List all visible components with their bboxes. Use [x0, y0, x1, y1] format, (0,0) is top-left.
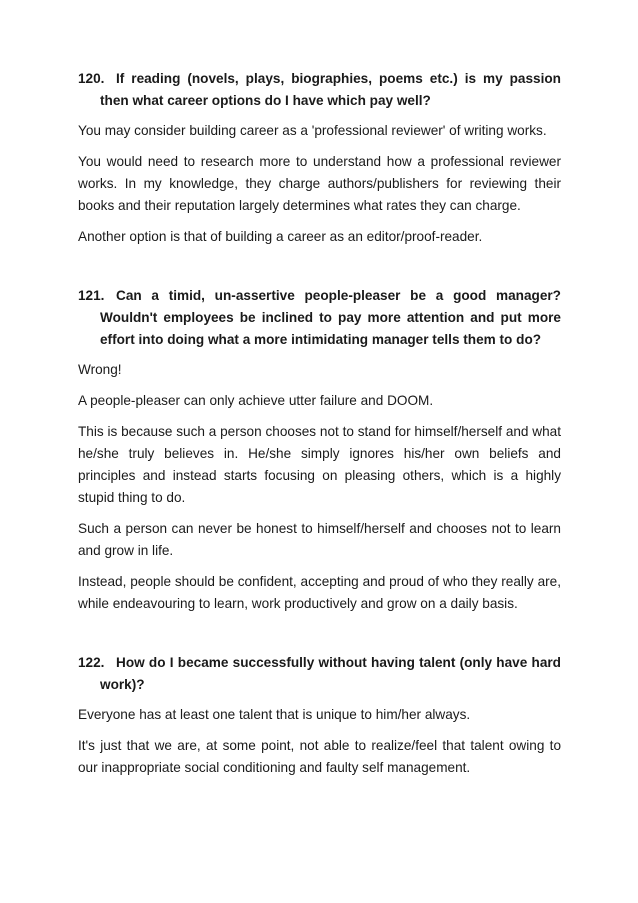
answer-paragraph: You would need to research more to understand how a professional reviewer works. In my knowledge, they charge authors/publishers for reviewing their books and their reputation largely determines what rates they can charge.: [78, 154, 561, 213]
question-number: 122.: [78, 655, 105, 670]
answer-paragraph: You may consider building career as a 'professional reviewer' of writing works.: [78, 123, 547, 138]
qa-section-122: [78, 652, 561, 779]
answer-paragraph: Another option is that of building a career as an editor/proof-reader.: [78, 229, 483, 244]
question-heading: [78, 68, 561, 112]
answer-paragraph: Everyone has at least one talent that is unique to him/her always.: [78, 707, 471, 722]
answer-paragraph: Wrong!: [78, 362, 122, 377]
answer-paragraph: Such a person can never be honest to himself/herself and chooses not to learn and grow in life.: [78, 521, 561, 558]
answer-paragraph: This is because such a person chooses not to stand for himself/herself and what he/she truly believes in. He/she simply ignores his/her own beliefs and principles and instead starts focusing on pleasing others, which is a highly stupid thing to do.: [78, 424, 561, 505]
question-number: 121.: [78, 288, 105, 303]
qa-section-120: [78, 68, 561, 248]
question-text: If reading (novels, plays, biographies, poems etc.) is my passion then what career options do I have which pay well?: [100, 71, 561, 108]
document-page: [78, 68, 561, 816]
answer-paragraph: It's just that we are, at some point, not able to realize/feel that talent owing to our inappropriate social conditioning and faulty self management.: [78, 738, 561, 775]
question-heading: [78, 652, 561, 696]
question-text: Can a timid, un-assertive people-pleaser be a good manager? Wouldn't employees be inclined to pay more attention and put more effort into doing what a more intimidating manager tells them to do?: [100, 288, 561, 347]
answer-paragraph: A people-pleaser can only achieve utter failure and DOOM.: [78, 393, 434, 408]
question-number: 120.: [78, 71, 105, 86]
question-text: How do I became successfully without having talent (only have hard work)?: [100, 655, 561, 692]
question-heading: [78, 285, 561, 351]
answer-paragraph: Instead, people should be confident, accepting and proud of who they really are, while endeavouring to learn, work productively and grow on a daily basis.: [78, 574, 561, 611]
qa-section-121: [78, 285, 561, 615]
